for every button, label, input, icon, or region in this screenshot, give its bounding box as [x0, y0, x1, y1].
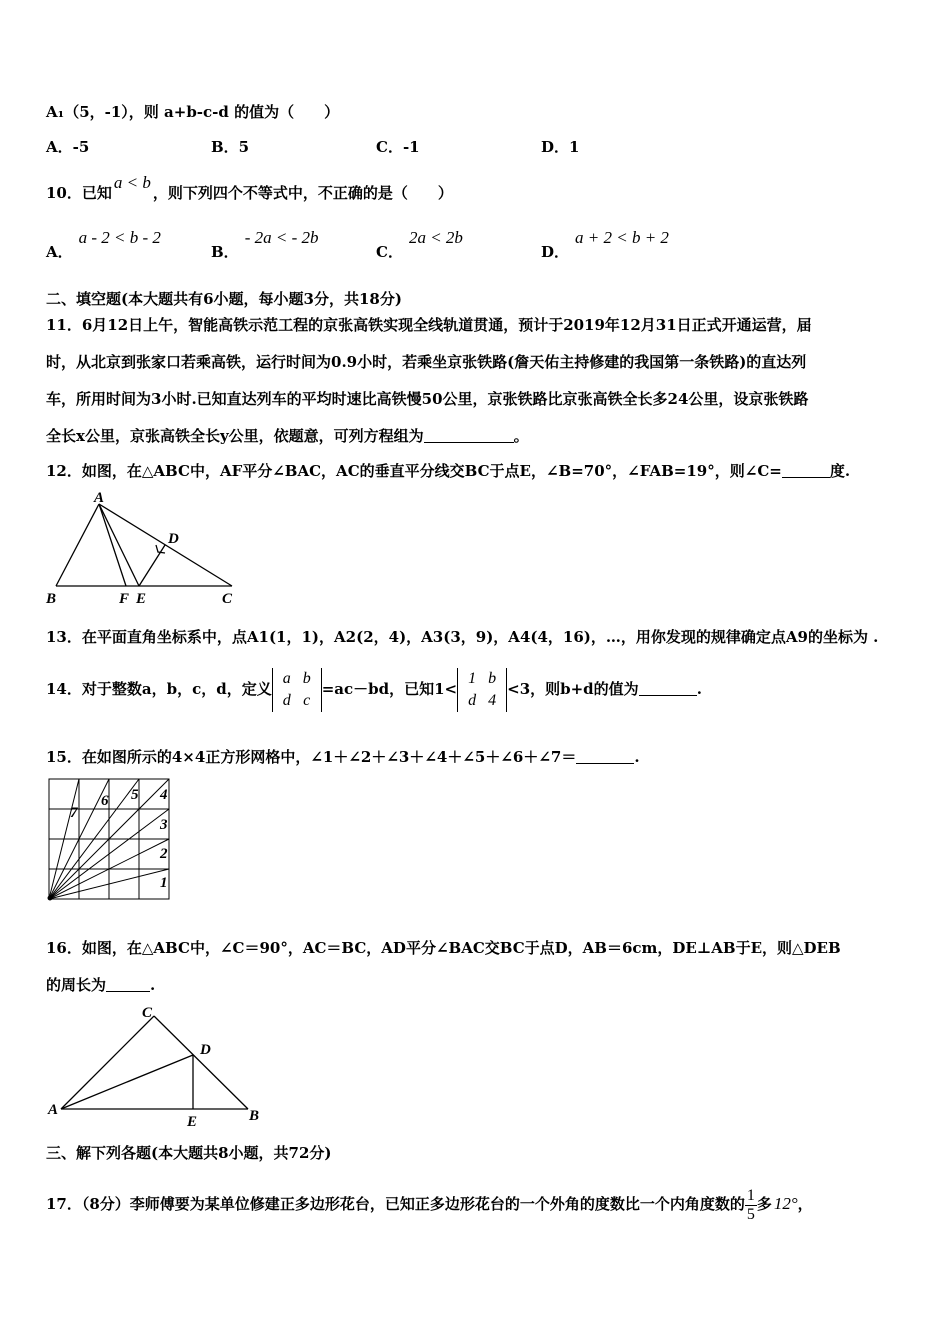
q12-answer-blank[interactable] [782, 463, 830, 478]
q12-side-ab [56, 504, 99, 586]
q14-determinant-2: 1 b d 4 [457, 668, 507, 712]
q12-segment-af [99, 504, 126, 586]
q13-stem: 13．在平面直角坐标系中，点A1(1，1)，A2(2，4)，A3(3，9)，A4(4，16)，…，用你发现的规律确定点A9的坐标为 . [46, 628, 879, 646]
q10-option-c: C．2a < 2b [376, 228, 463, 261]
q12-label-b: B [46, 591, 57, 607]
q17-fraction: $\frac{1}{5}$ [746, 1186, 755, 1223]
q16-segment-ad [61, 1055, 193, 1109]
q16-label-e: E [187, 1114, 198, 1130]
q10-option-b-expr: - 2a < - 2b [244, 228, 319, 247]
q9-option-c: C．-1 [376, 138, 420, 156]
q14-stem: 14．对于整数a，b，c，d，定义a b d c=ac－bd，已知1<1 b d 4<3，则b+d的值为 . [46, 664, 702, 714]
q10-option-d: D．a + 2 < b + 2 [541, 228, 669, 261]
q10-option-a-expr: a - 2 < b - 2 [78, 228, 161, 247]
q11-line-2: 时，从北京到张家口若乘高铁，运行时间为0.9小时，若乘坐京张铁路(詹天佑主持修建的我国第一条铁路)的直达列 [46, 353, 807, 371]
q10-prefix: 10．已知 [46, 184, 112, 202]
q9-stem: A₁（5，-1），则 a+b-c-d 的值为（ ） [46, 103, 340, 121]
q15-angle-label-7: 7 [70, 805, 78, 821]
q12-label-f: F [119, 591, 130, 607]
q12-label-c: C [222, 591, 233, 607]
q15-angle-label-4: 4 [160, 787, 168, 803]
q17-stem: 17．（8分）李师傅要为某单位修建正多边形花台，已知正多边形花台的一个外角的度数比一个内角度数的 $\frac{1}{5}$ 多 12°， [46, 1186, 813, 1223]
q15-vertex-point [48, 896, 53, 901]
q16-figure [44, 1002, 269, 1132]
q14-answer-blank[interactable] [639, 681, 697, 696]
q11-answer-blank[interactable] [424, 428, 514, 443]
q12-label-d: D [168, 531, 179, 547]
q16-label-b: B [249, 1108, 260, 1124]
q10-option-d-expr: a + 2 < b + 2 [575, 228, 669, 247]
q9-option-d: D．1 [541, 138, 580, 156]
q12-stem: 12．如图，在△ABC中，AF平分∠BAC，AC的垂直平分线交BC于点E，∠B=70°，∠FAB=19°，则∠C= 度. [46, 462, 851, 480]
q10-option-a: A．a - 2 < b - 2 [46, 228, 161, 261]
q10-option-c-expr: 2a < 2b [408, 228, 463, 247]
q15-angle-label-1: 1 [160, 875, 168, 891]
q15-answer-blank[interactable] [576, 749, 634, 764]
q15-angle-label-5: 5 [131, 787, 139, 803]
q16-stem-line-1: 16．如图，在△ABC中，∠C＝90°，AC＝BC，AD平分∠BAC交BC于点D，AB＝6cm，DE⊥AB于E，则△DEB [46, 939, 841, 957]
q17-value: 12° [773, 1194, 798, 1213]
section2-heading: 二、填空题(本大题共有6小题，每小题3分，共18分) [46, 290, 402, 308]
q16-answer-blank[interactable] [106, 977, 150, 992]
q15-angle-label-3: 3 [160, 817, 168, 833]
q10-condition: a < b [113, 173, 151, 192]
q15-grid-figure [46, 777, 176, 902]
q9-option-a: A．-5 [46, 138, 90, 156]
q16-label-d: D [200, 1042, 211, 1058]
q15-stem: 15．在如图所示的4×4正方形网格中，∠1＋∠2＋∠3＋∠4＋∠5＋∠6＋∠7＝ . [46, 748, 640, 766]
q12-segment-ed [139, 545, 165, 586]
q16-side-ac [61, 1016, 154, 1109]
q11-line-4: 全长x公里，京张高铁全长y公里，依题意，可列方程组为 。 [46, 427, 529, 445]
q11-line-3: 车，所用时间为3小时.已知直达列车的平均时速比高铁慢50公里，京张铁路比京张高铁全长多24公里，设京张铁路 [46, 390, 809, 408]
q16-stem-line-2: 的周长为 . [46, 976, 156, 994]
q10-suffix: ，则下列四个不等式中，不正确的是（ ） [152, 184, 453, 202]
q15-angle-label-6: 6 [101, 793, 109, 809]
q12-label-a: A [94, 490, 105, 506]
q10-option-b: B．- 2a < - 2b [211, 228, 319, 261]
q12-label-e: E [136, 591, 147, 607]
q16-label-c: C [142, 1005, 153, 1021]
section3-heading: 三、解下列各题(本大题共8小题，共72分) [46, 1144, 332, 1162]
q10-stem [46, 173, 453, 203]
q16-side-cb [154, 1016, 248, 1109]
q14-determinant-1: a b d c [272, 668, 322, 712]
q15-angle-label-2: 2 [160, 846, 168, 862]
q11-line-1: 11．6月12日上午，智能高铁示范工程的京张高铁实现全线轨道贯通，预计于2019年12月31日正式开通运营，届 [46, 316, 812, 334]
q16-label-a: A [48, 1102, 59, 1118]
q12-figure [44, 490, 244, 610]
q9-option-b: B．5 [211, 138, 250, 156]
